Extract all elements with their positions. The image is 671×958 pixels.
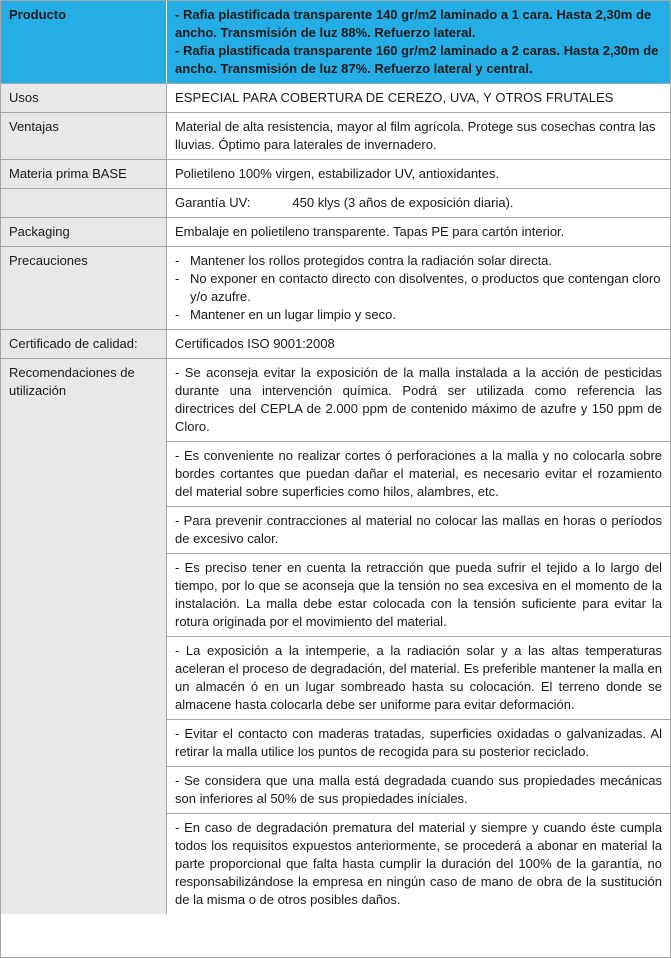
materia-prima-label: Materia prima BASE [1,160,167,188]
garantia-uv-value: 450 klys (3 años de exposición diaria). [292,195,514,210]
recomendacion-item: - Para prevenir contracciones al material no colocar las mallas en horas o períodos de excesivo calor. [167,506,670,553]
row-garantia-uv [1,188,670,217]
producto-label: Producto [1,1,167,83]
bullet-dash: - [175,271,180,286]
recomendacion-item: - Es conveniente no realizar cortes ó perforaciones a la malla y no colocarla sobre bordes cortantes que puedan dañar el material, es necesario evitar el rozamiento del material sobre superficies como hilos, alambres, etc. [167,441,670,506]
producto-description [167,1,670,83]
recomendacion-item: - Evitar el contacto con maderas tratadas, superficies oxidadas o galvanizadas. Al retirar la malla utilice los puntos de recogida para su posterior reciclado. [167,719,670,766]
garantia-text [167,189,670,217]
precauciones-label: Precauciones [1,247,167,329]
precaution-text: Mantener en un lugar limpio y seco. [190,307,396,322]
certificado-label: Certificado de calidad: [1,330,167,358]
row-certificado [1,329,670,358]
producto-line-2: - Rafia plastificada transparente 160 gr/m2 laminado a 2 caras. Hasta 2,30m de ancho. Transmisión de luz 87%. Refuerzo lateral y central. [175,43,659,76]
recomendacion-item: - En caso de degradación prematura del material y siempre y cuando éste cumpla todos los requisitos expuestos anteriormente, se procederá a abonar en material la parte proporcional que falta hasta cumplir la duración del 100% de la garantía, no responsabilizándose la empresa en ningún caso de mano de obra de la sustitución de la misma o de otros posibles daños. [167,813,670,914]
row-recomendaciones [1,358,670,914]
row-producto [1,1,670,83]
precaution-item [175,306,662,324]
recomendacion-item: - Se considera que una malla está degradada cuando sus propiedades mecánicas son inferiores al 50% de sus propiedades iníciales. [167,766,670,813]
precaution-text: No exponer en contacto directo con disolventes, o productos que contengan cloro y/o azufre. [190,271,661,304]
precauciones-list [167,247,670,329]
precaution-item [175,252,662,270]
usos-text: ESPECIAL PARA COBERTURA DE CEREZO, UVA, Y OTROS FRUTALES [167,84,670,112]
recomendacion-item: - Es preciso tener en cuenta la retracción que pueda sufrir el tejido a lo largo del tiempo, por lo que se aconseja que la tensión no sea excesiva en el momento de la instalación. La malla debe estar colocada con la tensión suficiente para evitar la rotura originada por el movimiento del material. [167,553,670,636]
precaution-text: Mantener los rollos protegidos contra la radiación solar directa. [190,253,553,268]
row-usos [1,83,670,112]
packaging-label: Packaging [1,218,167,246]
certificado-text: Certificados ISO 9001:2008 [167,330,670,358]
ventajas-label: Ventajas [1,113,167,159]
precaution-item [175,270,662,306]
garantia-uv-label: Garantía UV: [175,195,251,210]
recomendaciones-list [167,359,670,914]
recomendaciones-label: Recomendaciones de utilización [1,359,167,914]
producto-line-1: - Rafia plastificada transparente 140 gr/m2 laminado a 1 cara. Hasta 2,30m de ancho. Transmisión de luz 88%. Refuerzo lateral. [175,7,652,40]
materia-prima-text: Polietileno 100% virgen, estabilizador UV, antioxidantes. [167,160,670,188]
row-materia-prima [1,159,670,188]
packaging-text: Embalaje en polietileno transparente. Tapas PE para cartón interior. [167,218,670,246]
garantia-empty-label [1,189,167,217]
usos-label: Usos [1,84,167,112]
ventajas-text: Material de alta resistencia, mayor al film agrícola. Protege sus cosechas contra las lluvias. Óptimo para laterales de invernadero. [167,113,670,159]
bullet-dash: - [175,307,180,322]
row-packaging [1,217,670,246]
bullet-dash: - [175,253,180,268]
recomendacion-item: - Se aconseja evitar la exposición de la malla instalada a la acción de pesticidas durante una intervención química. Podrá ser utilizada como referencia las directrices del CEPLA de 2.000 ppm de contenido máximo de azufre y 150 ppm de Cloro. [175,365,662,434]
recomendacion-item: - La exposición a la intemperie, a la radiación solar y a las altas temperaturas aceleran el proceso de degradación, del material. Es preferible mantener la malla en un almacén ó en un lugar sombreado hasta su colocación. El terreno donde se almacene hasta colocarla debe ser uniforme para evitar deformación. [167,636,670,719]
row-ventajas [1,112,670,159]
row-precauciones [1,246,670,329]
